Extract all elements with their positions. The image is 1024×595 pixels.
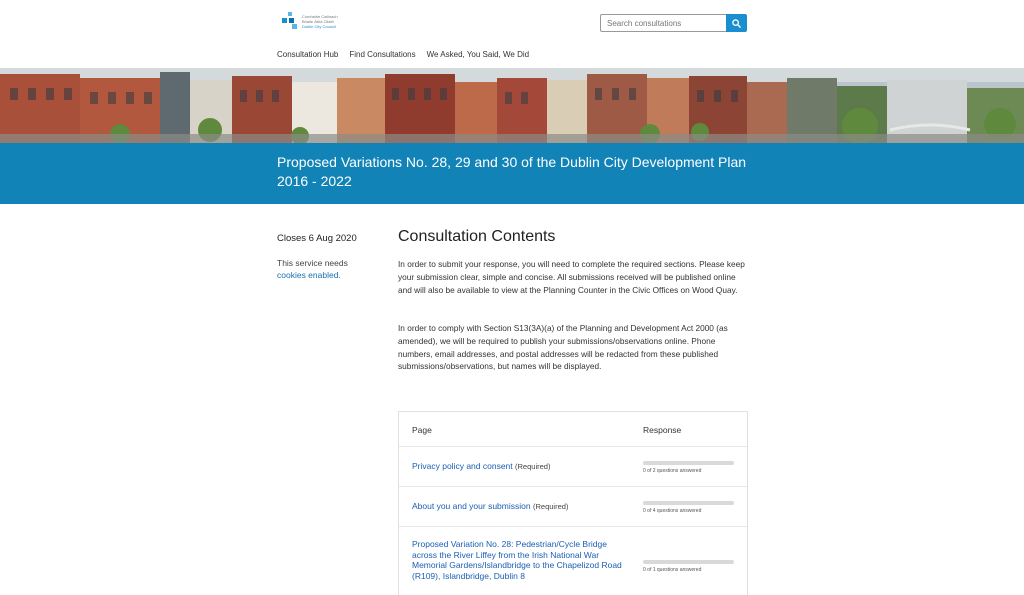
progress-indicator	[643, 461, 734, 474]
logo-line-2: Bhaile Átha Cliath	[302, 18, 334, 24]
logo-text	[302, 14, 338, 29]
search-icon	[732, 19, 741, 28]
nav-find-consultations[interactable]: Find Consultations	[349, 50, 416, 59]
site-header	[0, 0, 1024, 68]
table-row	[399, 527, 747, 595]
logo-line-3: Dublin City Council	[302, 23, 336, 29]
variation-28-link[interactable]: Proposed Variation No. 28: Pedestrian/Cycle Bridge across the River Liffey from the Irish National War Memorial Gardens/Islandbridge to the Chapelizod Road (R109), Islandbridge, Dublin 8	[412, 539, 622, 581]
banner-image	[0, 68, 1024, 144]
search-button[interactable]	[726, 14, 747, 32]
search-form	[600, 14, 747, 32]
dublin-city-council-logo[interactable]	[282, 12, 338, 30]
progress-bar	[643, 560, 734, 564]
column-header-page: Page	[412, 425, 432, 435]
progress-bar	[643, 501, 734, 505]
progress-text: 0 of 4 questions answered	[643, 508, 702, 514]
progress-indicator	[643, 560, 734, 573]
consultation-contents-heading: Consultation Contents	[398, 228, 556, 245]
row-title	[412, 539, 622, 581]
logo-line-1: Comhairle Cathrach	[302, 13, 338, 19]
contents-table	[398, 411, 748, 595]
table-header	[399, 412, 747, 447]
table-row	[399, 487, 747, 527]
instructions-paragraph: In order to submit your response, you will need to complete the required sections. Please keep your submission clear, simple and concise. All submissions received will be published online and will also be available to view at the Planning Counter in the Civic Offices on Wood Quay.	[398, 259, 745, 295]
row-title	[412, 461, 622, 473]
row-title	[412, 501, 622, 513]
progress-bar	[643, 461, 734, 465]
nav-consultation-hub[interactable]: Consultation Hub	[277, 50, 339, 59]
nav-we-asked-you-said[interactable]: We Asked, You Said, We Did	[426, 50, 530, 59]
main-nav	[277, 50, 529, 59]
required-label: (Required)	[532, 502, 569, 511]
cookies-notice	[277, 257, 367, 281]
required-label: (Required)	[515, 462, 551, 471]
logo-mark-icon	[282, 12, 298, 30]
page-title: Proposed Variations No. 28, 29 and 30 of the Dublin City Development Plan 2016 - 2022	[277, 154, 747, 189]
table-row	[399, 447, 747, 487]
cookies-notice-text: This service needs	[277, 258, 348, 268]
closing-date: Closes 6 Aug 2020	[277, 233, 357, 244]
search-input[interactable]	[600, 14, 726, 32]
progress-text: 0 of 2 questions answered	[643, 468, 702, 474]
about-you-link[interactable]: About you and your submission	[412, 501, 531, 511]
column-header-response: Response	[643, 425, 682, 435]
cookies-enabled-link[interactable]: cookies enabled.	[277, 270, 341, 280]
progress-text: 0 of 1 questions answered	[643, 567, 702, 573]
progress-indicator	[643, 501, 734, 514]
privacy-policy-link[interactable]: Privacy policy and consent	[412, 461, 513, 471]
privacy-paragraph: In order to comply with Section S13(3A)(a) of the Planning and Development Act 2000 (as amended), we will be required to publish your submissions/observations online. Phone numbers, email addresses, and postal addresses will be redacted from these published submissions/observations, but names will be displayed.	[398, 323, 728, 372]
quayside-buildings-illustration	[0, 68, 1024, 144]
